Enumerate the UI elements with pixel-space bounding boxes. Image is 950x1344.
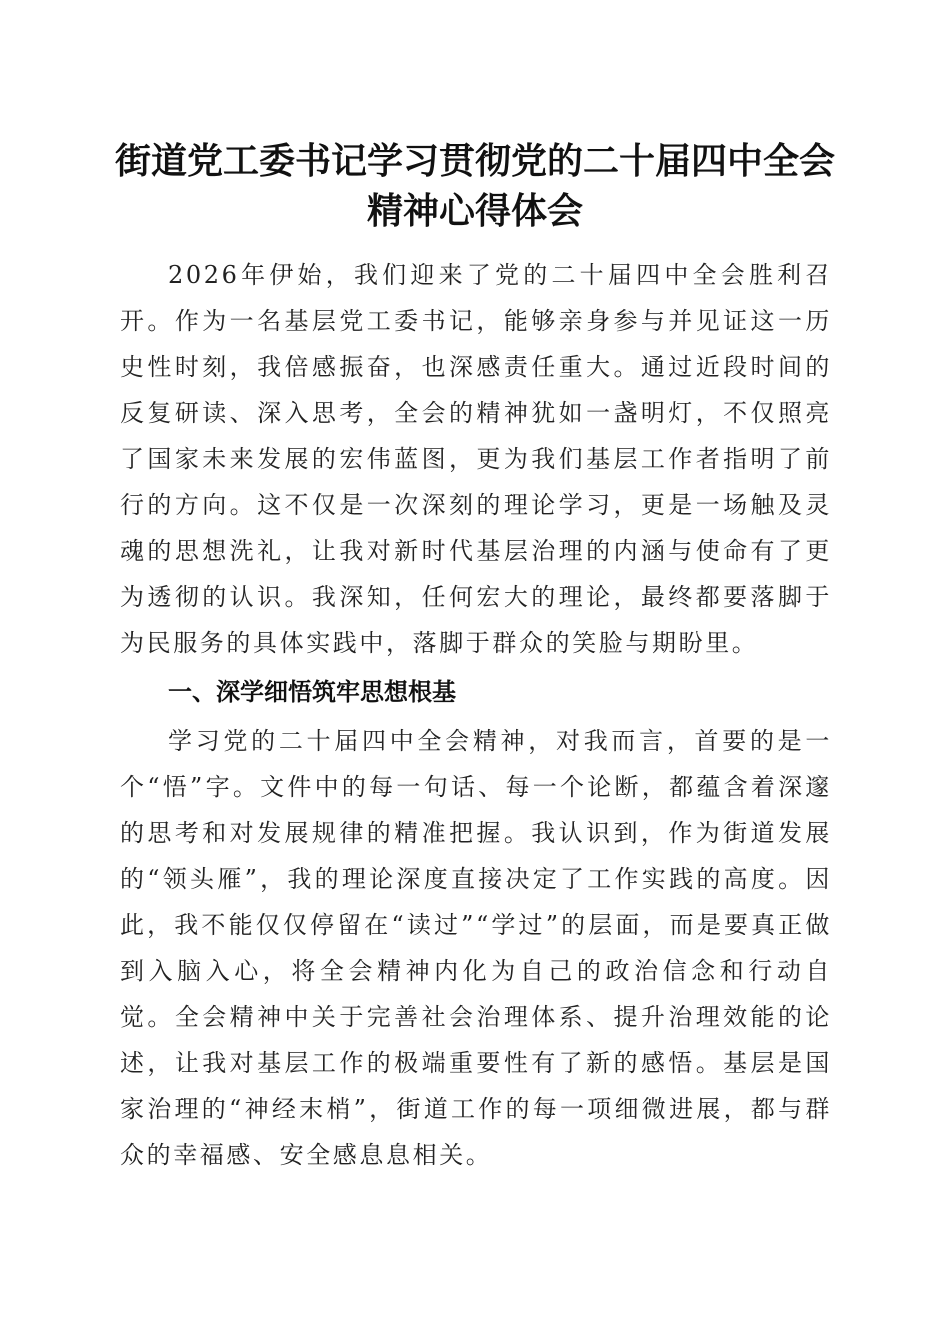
document-body xyxy=(120,252,832,1178)
title-line-1: 街道党工委书记学习贯彻党的二十届四中全会 xyxy=(114,140,835,182)
section-heading-1: 一、深学细悟筑牢思想根基 xyxy=(168,678,456,706)
document-title xyxy=(100,136,850,236)
paragraph-intro: 2026年伊始，我们迎来了党的二十届四中全会胜利召开。作为一名基层党工委书记，能够亲身参与并见证这一历史性时刻，我倍感振奋，也深感责任重大。通过近段时间的反复研读、深入思考，全会的精神犹如一盏明灯，不仅照亮了国家未来发展的宏伟蓝图，更为我们基层工作者指明了前行的方向。这不仅是一次深刻的理论学习，更是一场触及灵魂的思想洗礼，让我对新时代基层治理的内涵与使命有了更为透彻的认识。我深知，任何宏大的理论，最终都要落脚于为民服务的具体实践中，落脚于群众的笑脸与期盼里。 xyxy=(120,261,832,657)
title-line-2: 精神心得体会 xyxy=(366,190,583,232)
paragraph-section-1: 学习党的二十届四中全会精神，对我而言，首要的是一个“悟”字。文件中的每一句话、每一个论断，都蕴含着深邃的思考和对发展规律的精准把握。我认识到，作为街道发展的“领头雁”，我的理论深度直接决定了工作实践的高度。因此，我不能仅仅停留在“读过”“学过”的层面，而是要真正做到入脑入心，将全会精神内化为自己的政治信念和行动自觉。全会精神中关于完善社会治理体系、提升治理效能的论述，让我对基层工作的极端重要性有了新的感悟。基层是国家治理的“神经末梢”，街道工作的每一项细微进展，都与群众的幸福感、安全感息息相关。 xyxy=(120,727,832,1169)
